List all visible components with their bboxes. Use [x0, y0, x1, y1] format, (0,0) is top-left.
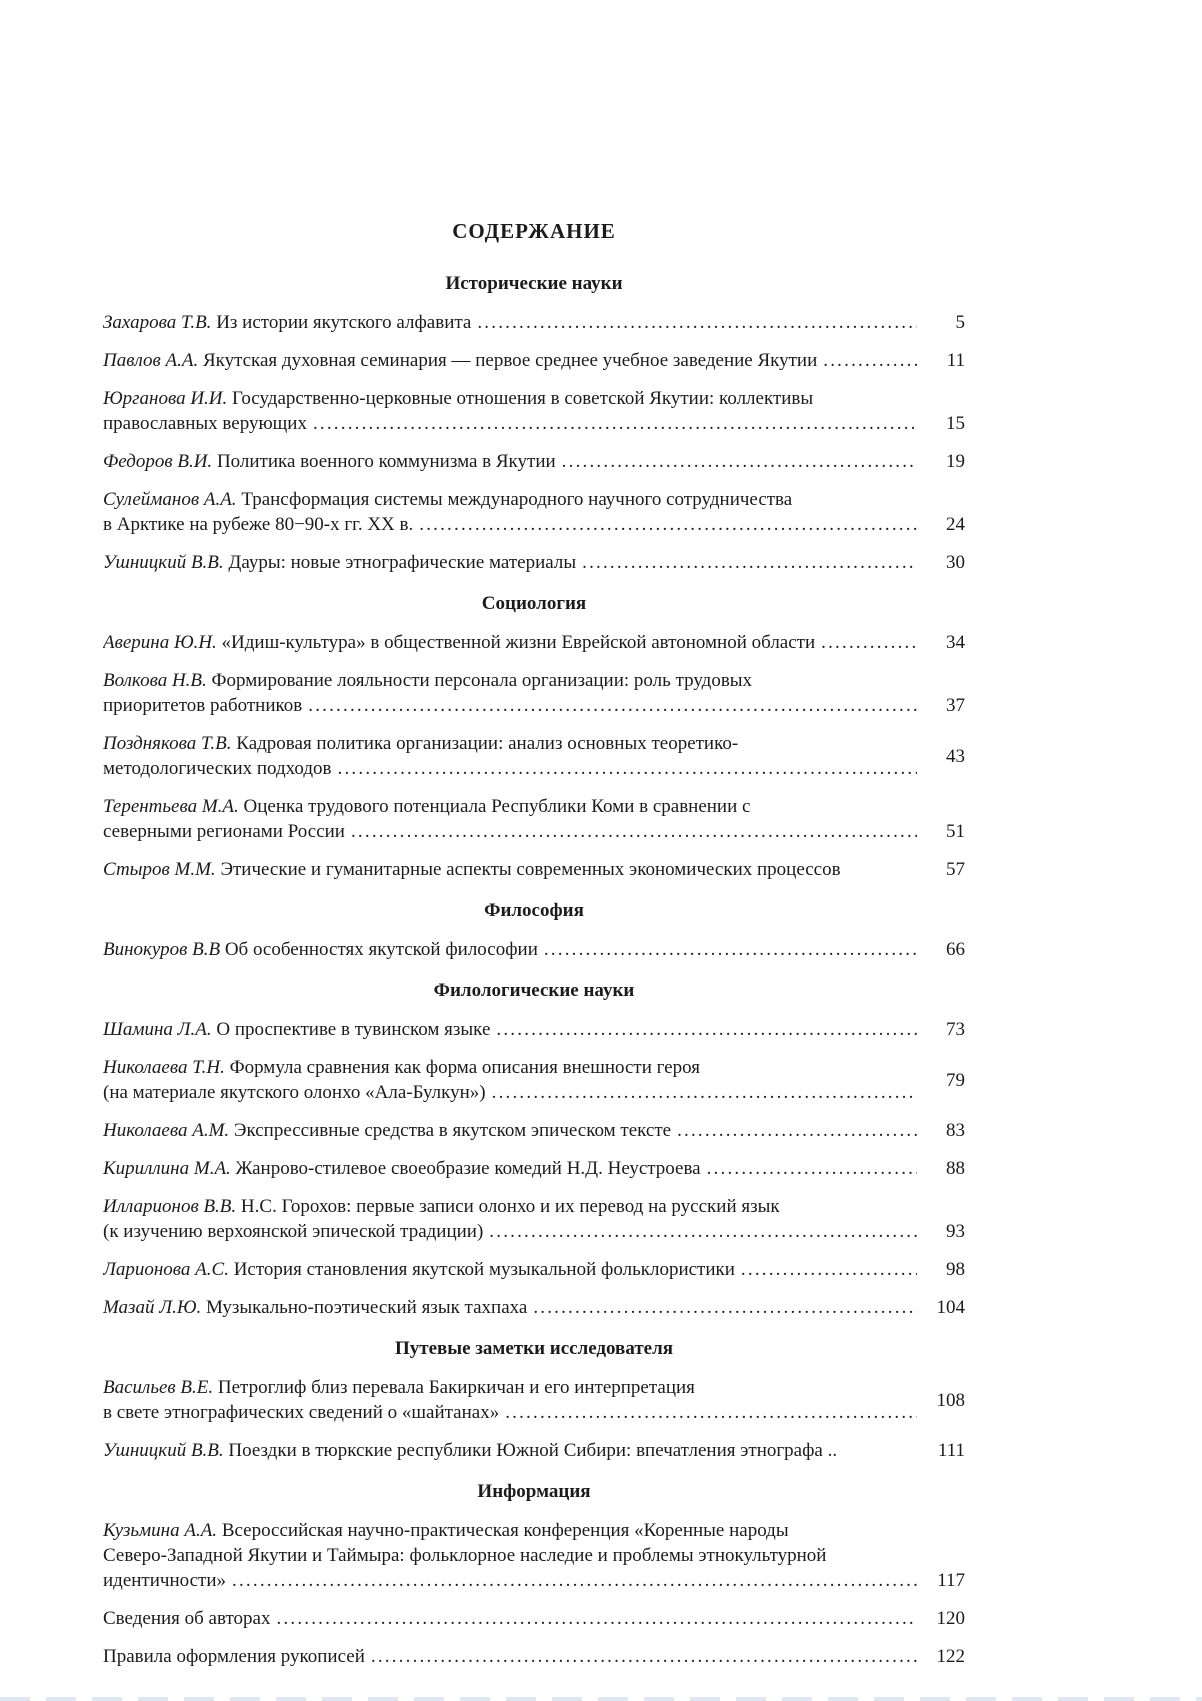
entry-text — [103, 1055, 917, 1105]
entry-page-number: 19 — [946, 451, 965, 472]
entry-author: Николаева Т.Н. — [103, 1057, 225, 1078]
entry-page-number: 11 — [946, 350, 965, 371]
dot-leader — [735, 1257, 917, 1282]
entry-author: Винокуров В.В — [103, 939, 221, 960]
entry-author: Шамина Л.А. — [103, 1019, 212, 1040]
section-heading: Путевые заметки исследователя — [394, 1338, 674, 1359]
toc-entry — [103, 731, 965, 781]
toc-entry — [103, 937, 965, 962]
entry-page-number: 51 — [946, 821, 965, 842]
toc-entry — [103, 794, 965, 844]
dot-leader — [307, 411, 917, 436]
dot-leader — [345, 819, 917, 844]
entry-author: Сулейманов А.А. — [103, 489, 237, 510]
entry-page-number: 104 — [936, 1297, 965, 1318]
entry-author: Стыров М.М. — [103, 859, 216, 880]
toc-entry — [103, 1606, 965, 1631]
entry-author: Николаева А.М. — [103, 1120, 230, 1141]
entry-title-line: Якутская духовная семинария — первое среднее учебное заведение Якутии — [202, 350, 818, 371]
entry-text — [103, 550, 917, 575]
dot-leader — [527, 1295, 917, 1320]
entry-page-number: 83 — [946, 1120, 965, 1141]
entry-author: Павлов А.А. — [103, 350, 199, 371]
entry-title-line: Экспрессивные средства в якутском эпическом тексте — [233, 1120, 672, 1141]
toc-entry — [103, 1156, 965, 1181]
entry-title-line: Об особенностях якутской философии — [224, 939, 538, 960]
dot-leader — [413, 512, 917, 537]
entry-text — [103, 1606, 917, 1631]
dot-leader — [576, 550, 917, 575]
toc-entry — [103, 386, 965, 436]
entry-page-number: 122 — [936, 1646, 965, 1667]
entry-title-line: Музыкально-поэтический язык тахпаха — [205, 1297, 528, 1318]
entry-page-number: 34 — [946, 632, 965, 653]
toc-entry — [103, 1257, 965, 1282]
entry-author: Захарова Т.В. — [103, 312, 212, 333]
entry-page-number: 37 — [946, 695, 965, 716]
entry-text — [103, 731, 917, 781]
entry-author: Ушницкий В.В. — [103, 1440, 224, 1461]
toc-entry — [103, 1017, 965, 1042]
entry-title-line: в свете этнографических сведений о «шайтанах» — [103, 1402, 500, 1423]
dot-leader — [332, 756, 917, 781]
dot-leader — [538, 937, 917, 962]
toc-entry — [103, 1194, 965, 1244]
entry-text — [103, 937, 917, 962]
entry-author: Кириллина М.А. — [103, 1158, 231, 1179]
entry-text — [103, 630, 917, 655]
entry-title-line: (на материале якутского олонхо «Ала-Булкун») — [103, 1082, 486, 1103]
entry-title-line: северными регионами России — [103, 821, 345, 842]
entry-text — [103, 1118, 917, 1143]
dot-leader — [483, 1219, 917, 1244]
toc-entry — [103, 1518, 965, 1593]
entry-title-line: Оценка трудового потенциала Республики Коми в сравнении с — [243, 796, 751, 817]
dot-leader — [270, 1606, 917, 1631]
entry-page-number: 120 — [936, 1608, 965, 1629]
dot-leader — [490, 1017, 917, 1042]
entry-author: Васильев В.Е. — [103, 1377, 214, 1398]
entry-text — [103, 386, 917, 436]
entry-page-number: 43 — [946, 745, 965, 767]
entry-author: Позднякова Т.В. — [103, 733, 232, 754]
toc-entry — [103, 348, 965, 373]
entry-text — [103, 449, 917, 474]
entry-author: Мазай Л.Ю. — [103, 1297, 202, 1318]
toc-entry — [103, 668, 965, 718]
entry-page-number: 30 — [946, 552, 965, 573]
toc-entry — [103, 1295, 965, 1320]
section-heading: Социология — [481, 593, 587, 614]
entry-page-number: 57 — [946, 859, 965, 880]
entry-title-line: в Арктике на рубеже 80−90-х гг. XX в. — [103, 514, 414, 535]
scan-bottom-dashed-edge — [0, 1697, 1202, 1701]
entry-page-number: 24 — [946, 514, 965, 535]
entry-text — [103, 1375, 917, 1425]
entry-page-number: 15 — [946, 413, 965, 434]
entry-title-line: Политика военного коммунизма в Якутии — [216, 451, 556, 472]
entry-page-number: 66 — [946, 939, 965, 960]
toc-entry — [103, 1118, 965, 1143]
section-heading: Информация — [477, 1481, 591, 1502]
entry-page-number: 73 — [946, 1019, 965, 1040]
toc-entry — [103, 1055, 965, 1105]
entry-text — [103, 487, 917, 537]
toc-entry — [103, 1438, 965, 1463]
dot-leader — [365, 1644, 917, 1669]
entry-text — [103, 1194, 917, 1244]
entry-text — [103, 348, 917, 373]
dot-leader — [486, 1080, 917, 1105]
entry-title-line: Жанрово-стилевое своеобразие комедий Н.Д. Неустроева — [235, 1158, 701, 1179]
entry-text — [103, 1438, 917, 1463]
toc-entry — [103, 630, 965, 655]
entry-page-number: 98 — [946, 1259, 965, 1280]
entry-author: Кузьмина А.А. — [103, 1520, 218, 1541]
dot-leader — [302, 693, 917, 718]
toc-entry — [103, 1644, 965, 1669]
dot-leader — [817, 348, 917, 373]
entry-title-line: Н.С. Горохов: первые записи олонхо и их перевод на русский язык — [240, 1196, 780, 1217]
toc-sections — [103, 271, 965, 1669]
entry-title-line: идентичности» — [103, 1570, 227, 1591]
entry-title-line: Дауры: новые этнографические материалы — [228, 552, 577, 573]
entry-author: Терентьева М.А. — [103, 796, 239, 817]
entry-text — [103, 668, 917, 718]
entry-page-number: 93 — [946, 1221, 965, 1242]
entry-author: Ларионова А.С. — [103, 1259, 229, 1280]
entry-text — [103, 310, 917, 335]
toc-entry — [103, 487, 965, 537]
entry-title-line: «Идиш-культура» в общественной жизни Еврейской автономной области — [221, 632, 816, 653]
dot-leader — [815, 630, 917, 655]
entry-page-number: 117 — [937, 1570, 965, 1591]
dot-leader — [671, 1118, 917, 1143]
dot-leader — [471, 310, 917, 335]
entry-title-line: методологических подходов — [103, 758, 332, 779]
entry-page-number: 79 — [946, 1069, 965, 1091]
entry-author: Илларионов В.В. — [103, 1196, 237, 1217]
entry-title-line: Этические и гуманитарные аспекты современных экономических процессов — [220, 859, 841, 880]
entry-page-number: 108 — [936, 1389, 965, 1411]
entry-title-line: Правила оформления рукописей — [103, 1646, 365, 1667]
entry-author: Федоров В.И. — [103, 451, 213, 472]
dot-leader — [499, 1400, 917, 1425]
entry-page-number: 5 — [955, 312, 965, 333]
entry-author: Юрганова И.И. — [103, 388, 228, 409]
page-title: СОДЕРЖАНИЕ — [452, 219, 616, 243]
entry-text — [103, 794, 917, 844]
entry-author: Волкова Н.В. — [103, 670, 207, 691]
section-heading: Филологические науки — [433, 980, 635, 1001]
entry-title-line: православных верующих — [103, 413, 307, 434]
entry-text — [103, 1017, 917, 1042]
dot-leader — [556, 449, 917, 474]
section-heading: Философия — [484, 900, 584, 921]
toc-entry — [103, 550, 965, 575]
entry-text — [103, 1156, 917, 1181]
dot-leader — [701, 1156, 917, 1181]
entry-title-line: Государственно-церковные отношения в советской Якутии: коллективы — [232, 388, 814, 409]
entry-text — [103, 1518, 917, 1593]
toc-entry — [103, 449, 965, 474]
toc-entry — [103, 1375, 965, 1425]
section-heading: Исторические науки — [445, 273, 623, 294]
entry-text — [103, 1295, 917, 1320]
toc-entry — [103, 857, 965, 882]
entry-title-line: Сведения об авторах — [103, 1608, 271, 1629]
entry-title-line: Поездки в тюркские республики Южной Сибири: впечатления этнографа .. — [228, 1440, 838, 1461]
entry-author: Ушницкий В.В. — [103, 552, 224, 573]
entry-text — [103, 857, 917, 882]
entry-title-line: Трансформация системы международного научного сотрудничества — [241, 489, 793, 510]
dot-leader — [226, 1568, 917, 1593]
entry-title-line: О проспективе в тувинском языке — [216, 1019, 491, 1040]
entry-title-line: приоритетов работников — [103, 695, 303, 716]
entry-title-line: Кадровая политика организации: анализ основных теоретико- — [236, 733, 739, 754]
entry-page-number: 111 — [937, 1440, 965, 1461]
toc-entry — [103, 310, 965, 335]
entry-title-line: Формирование лояльности персонала организации: роль трудовых — [211, 670, 753, 691]
entry-page-number: 88 — [946, 1158, 965, 1179]
entry-title-line: История становления якутской музыкальной фольклористики — [233, 1259, 735, 1280]
entry-title-line: Северо-Западной Якутии и Таймыра: фольклорное наследие и проблемы этнокультурной — [103, 1545, 827, 1566]
entry-title-line: Петроглиф близ перевала Бакиркичан и его интерпретация — [217, 1377, 695, 1398]
entry-title-line: Из истории якутского алфавита — [216, 312, 472, 333]
entry-title-line: (к изучению верхоянской эпической традиции) — [103, 1221, 484, 1242]
entry-text — [103, 1644, 917, 1669]
entry-text — [103, 1257, 917, 1282]
entry-author: Аверина Ю.Н. — [103, 632, 217, 653]
entry-title-line: Всероссийская научно-практическая конференция «Коренные народы — [221, 1520, 789, 1541]
entry-title-line: Формула сравнения как форма описания внешности героя — [229, 1057, 700, 1078]
